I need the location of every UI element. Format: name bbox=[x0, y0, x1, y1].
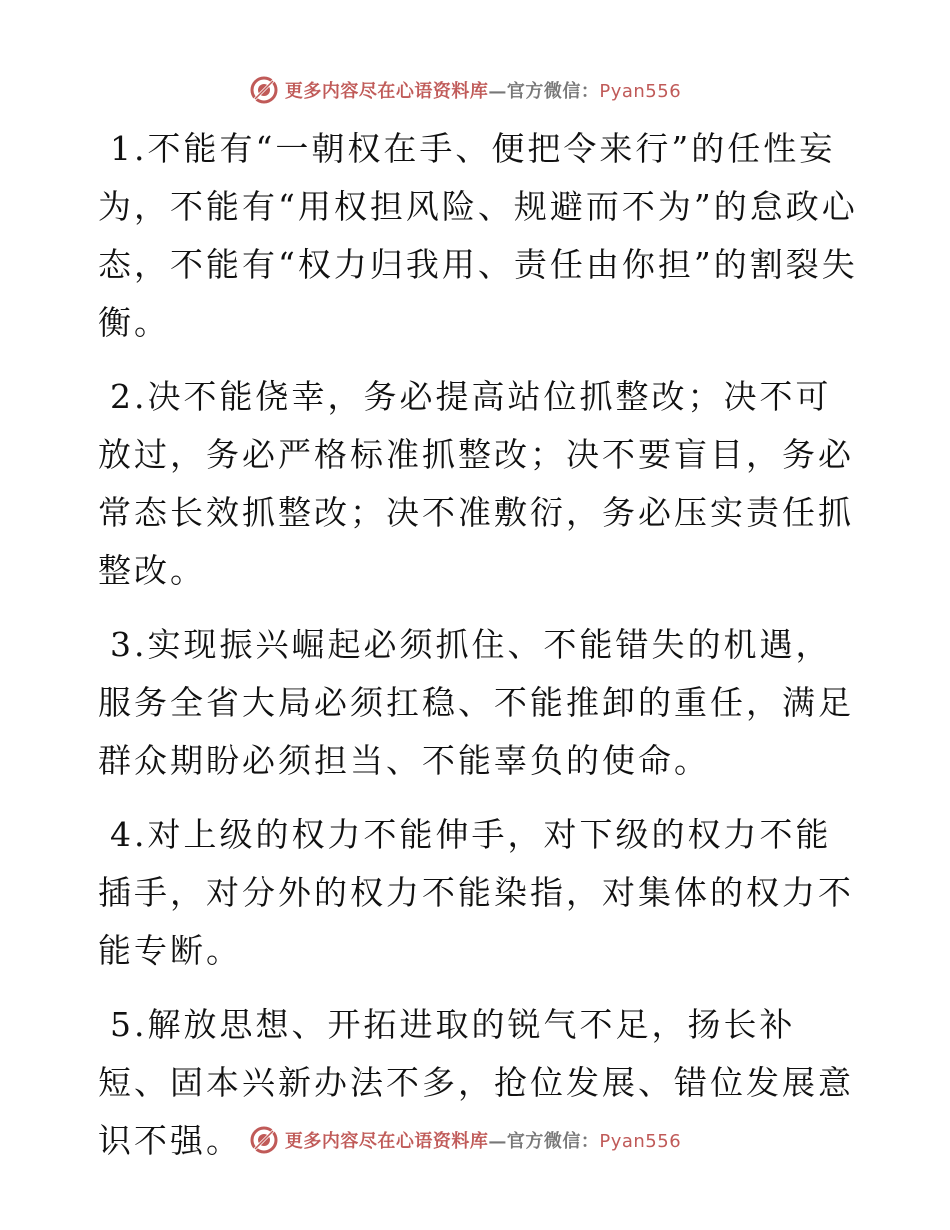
footer-promo-text: 更多内容尽在心语资料库 bbox=[284, 1131, 489, 1152]
list-item-4: 4.对上级的权力不能伸手，对下级的权力不能插手，对分外的权力不能染指，对集体的权力不能专断。 bbox=[98, 815, 854, 970]
header-separator: — bbox=[488, 81, 507, 102]
quill-logo-icon bbox=[249, 1125, 279, 1155]
footer-official-label: 官方微信： bbox=[506, 1131, 600, 1152]
list-item-1: 1.不能有“一朝权在手、便把令来行”的任性妄为，不能有“用权担风险、规避而不为”的怠政心态，不能有“权力归我用、责任由你担”的割裂失衡。 bbox=[98, 129, 858, 342]
list-item-2: 2.决不能侥幸，务必提高站位抓整改；决不可放过，务必严格标准抓整改；决不要盲目，务必常态长效抓整改；决不准敷衍，务必压实责任抓整改。 bbox=[98, 377, 854, 590]
header-banner bbox=[0, 70, 950, 110]
quill-logo-icon bbox=[249, 75, 279, 105]
list-item-3: 3.实现振兴崛起必须抓住、不能错失的机遇，服务全省大局必须扛稳、不能推卸的重任，满足群众期盼必须担当、不能辜负的使命。 bbox=[98, 625, 854, 780]
header-promo-text: 更多内容尽在心语资料库 bbox=[284, 81, 489, 102]
document-body bbox=[98, 120, 858, 1186]
footer-wechat-id: Pyan556 bbox=[599, 1131, 682, 1152]
header-banner-text bbox=[285, 77, 681, 103]
header-wechat-id: Pyan556 bbox=[599, 81, 682, 102]
list-item-5: 5.解放思想、开拓进取的锐气不足，扬长补短、固本兴新办法不多，抢位发展、错位发展意识不强。 bbox=[98, 1005, 854, 1160]
footer-banner bbox=[0, 1120, 950, 1160]
header-official-label: 官方微信： bbox=[506, 81, 600, 102]
footer-separator: — bbox=[488, 1131, 507, 1152]
footer-banner-text bbox=[285, 1127, 681, 1153]
